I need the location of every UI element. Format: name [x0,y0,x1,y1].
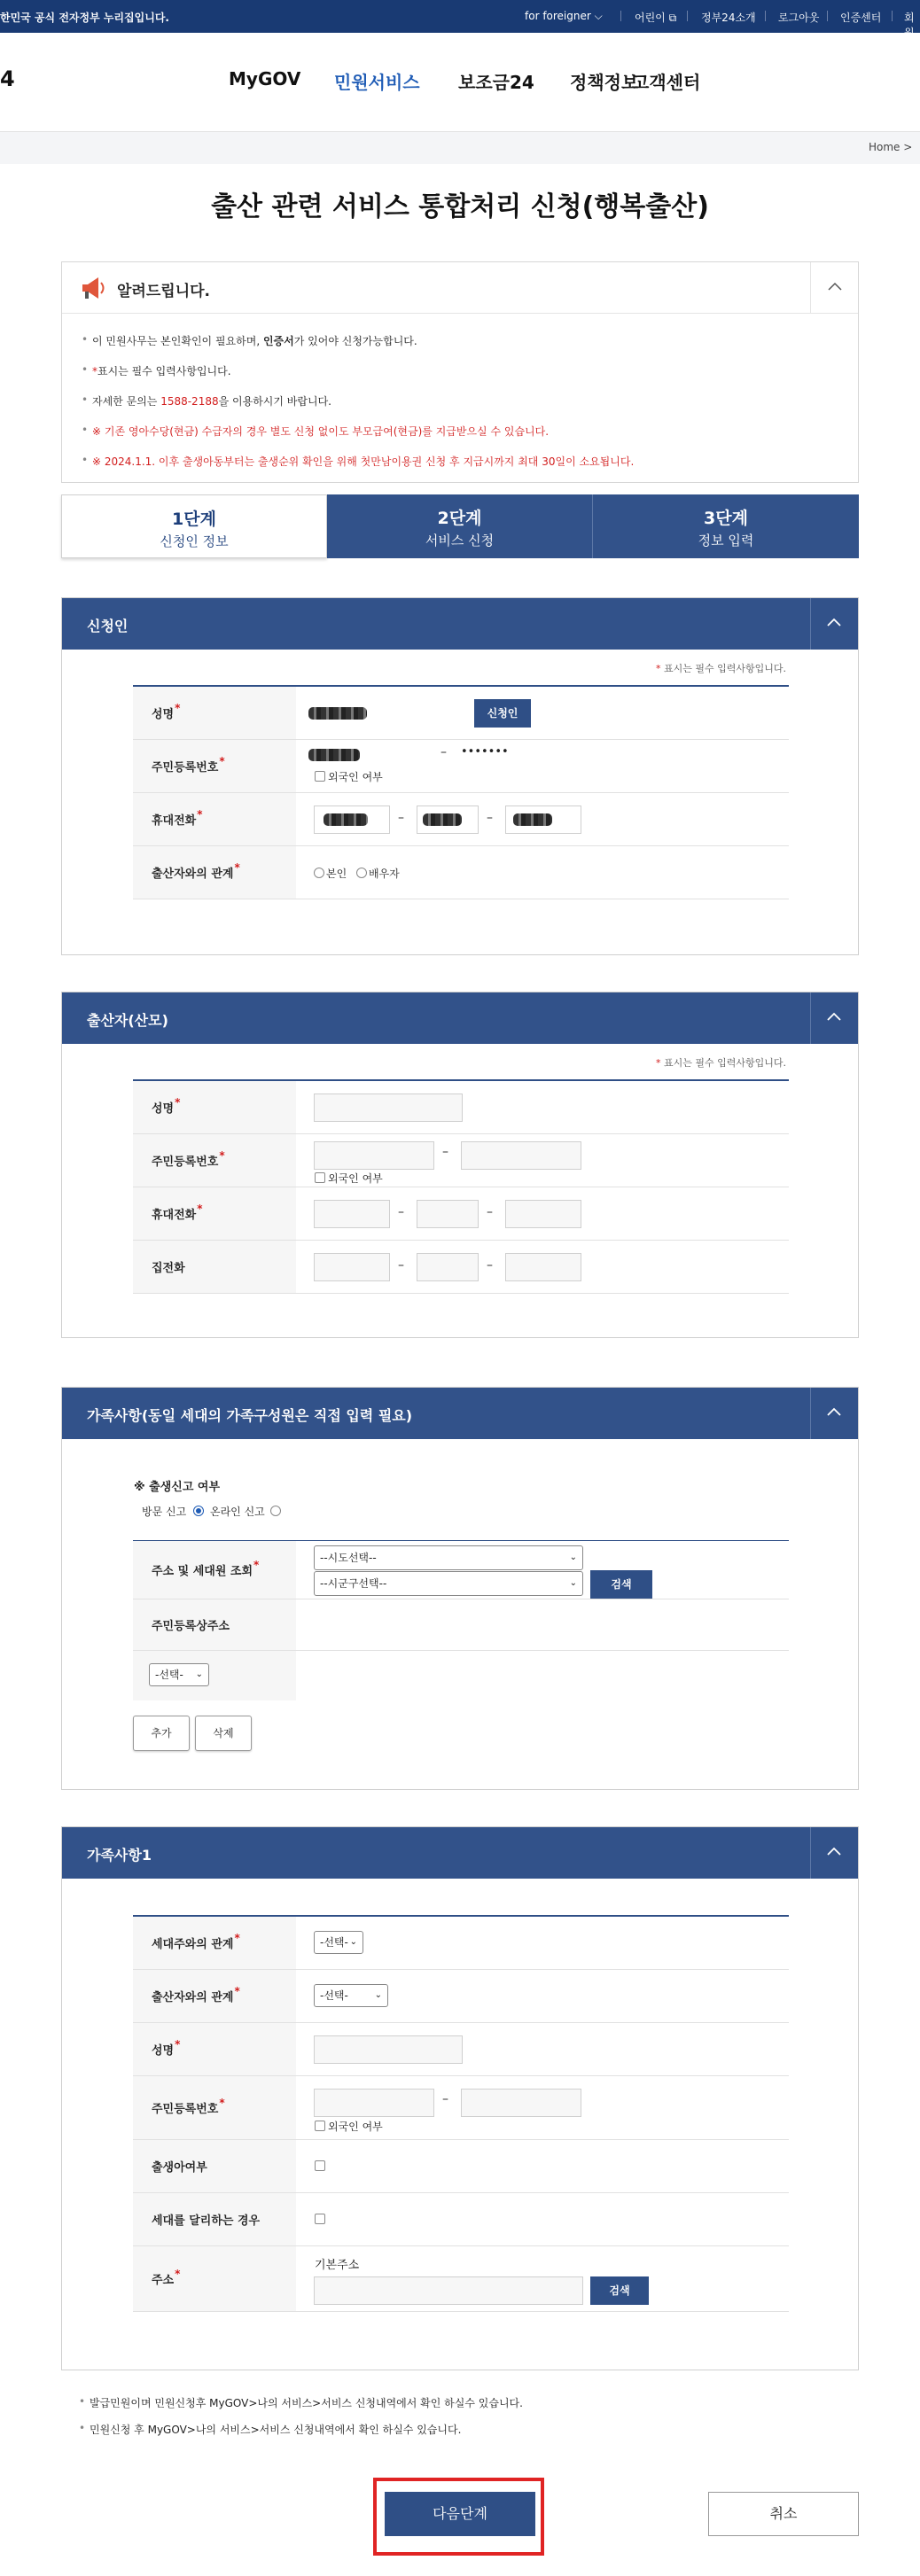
home-phone-part2-input[interactable] [417,1253,479,1281]
household-relation-select[interactable]: -선택- ⌄ [314,1931,363,1954]
notice-item: • ※ 2024.1.1. 이후 출생아동부터는 출생순위 확인을 위해 첫만남이용권 신청 후 지급시까지 최대 30일이 소요됩니다. [82,454,634,484]
notice-title: 알려드립니다. [117,283,210,300]
family1-toggle-button[interactable] [810,1827,858,1879]
applicant-phone-row: 휴대전화 * – – [133,793,789,846]
notice-item: • ※ 기존 영아수당(현금) 수급자의 경우 별도 신청 없이도 부모급여(현금)를 지급받으실 수 있습니다. [82,424,634,454]
phone-part2-input[interactable] [417,805,479,834]
mother-phone-part1-input[interactable] [314,1200,390,1228]
mother-phone-part3-input[interactable] [505,1200,581,1228]
redacted-name [308,707,367,720]
notice-toggle-button[interactable] [810,262,858,313]
next-step-button[interactable]: 다음단계 [385,2492,535,2536]
family1-foreigner-checkbox[interactable] [315,2121,325,2131]
notice-list [82,333,634,484]
applicant-section [61,597,859,955]
megaphone-icon [80,275,108,301]
phone-part3-input[interactable] [505,805,581,834]
external-link-icon: ⧉ [668,12,677,24]
mother-foreigner-checkbox[interactable] [315,1172,325,1183]
mother-rrn-front-input[interactable] [314,1141,434,1170]
redacted-rrn-front [308,749,360,761]
chevron-up-icon [827,618,841,626]
mother-phone-part2-input[interactable] [417,1200,479,1228]
birth-relation-row: 출산자와의 관계 * -선택- ⌄ [133,1970,789,2023]
family1-name-row: 성명 * [133,2023,789,2076]
family1-rrn-row: 주민등록번호 * – 외국인 여부 [133,2076,789,2140]
applicant-section-header: 신청인 [62,598,858,650]
family1-form-table [133,1915,789,2312]
member-select-row [133,1651,789,1700]
mother-form-table [133,1079,789,1294]
newborn-row: 출생아여부 [133,2140,789,2193]
step-1-tab[interactable]: 1단계 신청인 정보 [61,494,327,558]
mother-name-row: 성명 * [133,1081,789,1134]
address-search-button[interactable]: 검색 [590,1570,652,1599]
family-section: 가족사항(동일 세대의 가족구성원은 직접 입력 필요) ※ 출생신고 여부 방문 신고 온라인 신고 주소 및 세대원 조회 * --시도선택-- ⌄ --시군구선택-- ⌄ 검색 주민등록상주소 -선택- ⌄ 추가 삭제 [61,1387,859,1790]
rrn-masked: ••••••• [461,745,509,759]
applicant-form-table [133,685,789,899]
applicant-button[interactable]: 신청인 [474,699,531,728]
breadcrumb-home[interactable]: Home > [869,141,913,153]
notice-item: • 자세한 문의는 1588-2188을 이용하시기 바랍니다. [82,393,634,424]
mother-section [61,992,859,1338]
add-member-button[interactable]: 추가 [133,1716,190,1751]
cert-center-link[interactable]: 인증센터 [840,12,882,24]
foreigner-checkbox[interactable] [315,771,325,782]
newborn-checkbox[interactable] [315,2160,325,2171]
official-site-notice: 한민국 공식 전자정부 누리집입니다. [0,12,169,24]
notice-item: • 이 민원사무는 본인확인이 필요하며, 인증서가 있어야 신청가능합니다. [82,333,634,363]
family-section-header: 가족사항(동일 세대의 가족구성원은 직접 입력 필요) [62,1388,858,1439]
for-foreigner-link[interactable]: for foreigner ⌵ [525,10,603,22]
family-form-table [133,1540,789,1700]
chevron-up-icon [827,1847,841,1856]
applicant-relation-row: 출산자와의 관계 * 본인 배우자 [133,846,789,899]
applicant-rrn-row: 주민등록번호 * – ••••••• 외국인 여부 [133,740,789,793]
nav-civil-service[interactable]: 민원서비스 [334,72,420,93]
nav-policy-info[interactable]: 정책정보 [570,72,639,93]
footnotes [79,2395,523,2448]
address-search-row: 주소 및 세대원 조회 * --시도선택-- ⌄ --시군구선택-- ⌄ 검색 [133,1541,789,1599]
step-3-tab[interactable]: 3단계 정보 입력 [593,494,859,558]
footnote-item: • 발급민원이며 민원신청후 MyGOV>나의 서비스>서비스 신청내역에서 확인 하실수 있습니다. [79,2395,523,2422]
breadcrumb [0,132,920,164]
resident-address-row: 주민등록상주소 [133,1599,789,1651]
kids-link[interactable]: 어린이 ⧉ [635,12,677,24]
mother-toggle-button[interactable] [810,992,858,1044]
separate-household-checkbox[interactable] [315,2214,325,2224]
mother-section-header: 출산자(산모) [62,992,858,1044]
step-2-tab[interactable]: 2단계 서비스 신청 [327,494,593,558]
chevron-up-icon [827,1012,841,1021]
about-gov24-link[interactable]: 정부24소개 [701,12,756,24]
logout-link[interactable]: 로그아웃 [778,12,820,24]
family1-address-search-button[interactable]: 검색 [590,2276,649,2305]
mother-rrn-back-input[interactable] [461,1141,581,1170]
site-logo[interactable]: 4 [0,66,15,91]
sido-select[interactable]: --시도선택-- ⌄ [314,1545,583,1570]
page-title: 출산 관련 서비스 통합처리 신청(행복출산) [211,191,709,222]
home-phone-part3-input[interactable] [505,1253,581,1281]
site-header [0,33,920,132]
visit-report-radio[interactable] [193,1506,204,1516]
chevron-up-icon [828,282,842,291]
chevron-up-icon [827,1407,841,1416]
member-select[interactable]: -선택- ⌄ [149,1663,209,1686]
family1-name-input[interactable] [314,2035,463,2064]
relation-spouse-radio[interactable] [356,868,367,878]
notice-item: • *표시는 필수 입력사항입니다. [82,363,634,393]
notice-header [62,262,858,314]
nav-mygov[interactable]: MyGOV [229,68,301,89]
applicant-toggle-button[interactable] [810,598,858,650]
online-report-radio[interactable] [270,1506,281,1516]
base-address-input[interactable] [314,2276,583,2305]
cancel-button[interactable]: 취소 [708,2492,859,2536]
chevron-down-icon: ⌵ [594,10,603,22]
mother-rrn-row: 주민등록번호 * – 외국인 여부 [133,1134,789,1187]
family1-rrn-back-input[interactable] [461,2089,581,2117]
family1-section-header: 가족사항1 [62,1827,858,1879]
sigungu-select[interactable]: --시군구선택-- ⌄ [314,1571,583,1596]
mother-phone-row: 휴대전화 * – – [133,1187,789,1241]
home-phone-part1-input[interactable] [314,1253,390,1281]
separate-household-row: 세대를 달리하는 경우 [133,2193,789,2246]
mother-home-phone-row: 집전화 – – [133,1241,789,1294]
family1-rrn-front-input[interactable] [314,2089,434,2117]
birth-report-title: ※ 출생신고 여부 [134,1481,221,1494]
top-utility-bar [0,0,920,39]
family1-address-row: 주소 * 기본주소 검색 [133,2246,789,2312]
birth-relation-select[interactable]: -선택- ⌄ [314,1984,388,2007]
household-relation-row: 세대주와의 관계 * -선택- ⌄ [133,1917,789,1970]
mother-name-input[interactable] [314,1093,463,1122]
member-link[interactable]: 회원 [904,12,915,39]
notice-box [61,261,859,483]
phone-part1-input[interactable] [314,805,390,834]
required-note: * 표시는 필수 입력사항입니다. [656,1057,787,1069]
delete-member-button[interactable]: 삭제 [195,1716,252,1751]
required-note: * 표시는 필수 입력사항입니다. [656,663,787,674]
nav-subsidy24[interactable]: 보조금24 [458,72,534,93]
family1-section [61,1826,859,2370]
footnote-item: • 민원신청 후 MyGOV>나의 서비스>서비스 신청내역에서 확인 하실수 있습니다. [79,2422,523,2448]
applicant-name-row: 성명 * 신청인 [133,687,789,740]
family-toggle-button[interactable] [810,1388,858,1439]
relation-self-radio[interactable] [314,868,324,878]
nav-customer-center[interactable]: 고객센터 [632,72,701,93]
